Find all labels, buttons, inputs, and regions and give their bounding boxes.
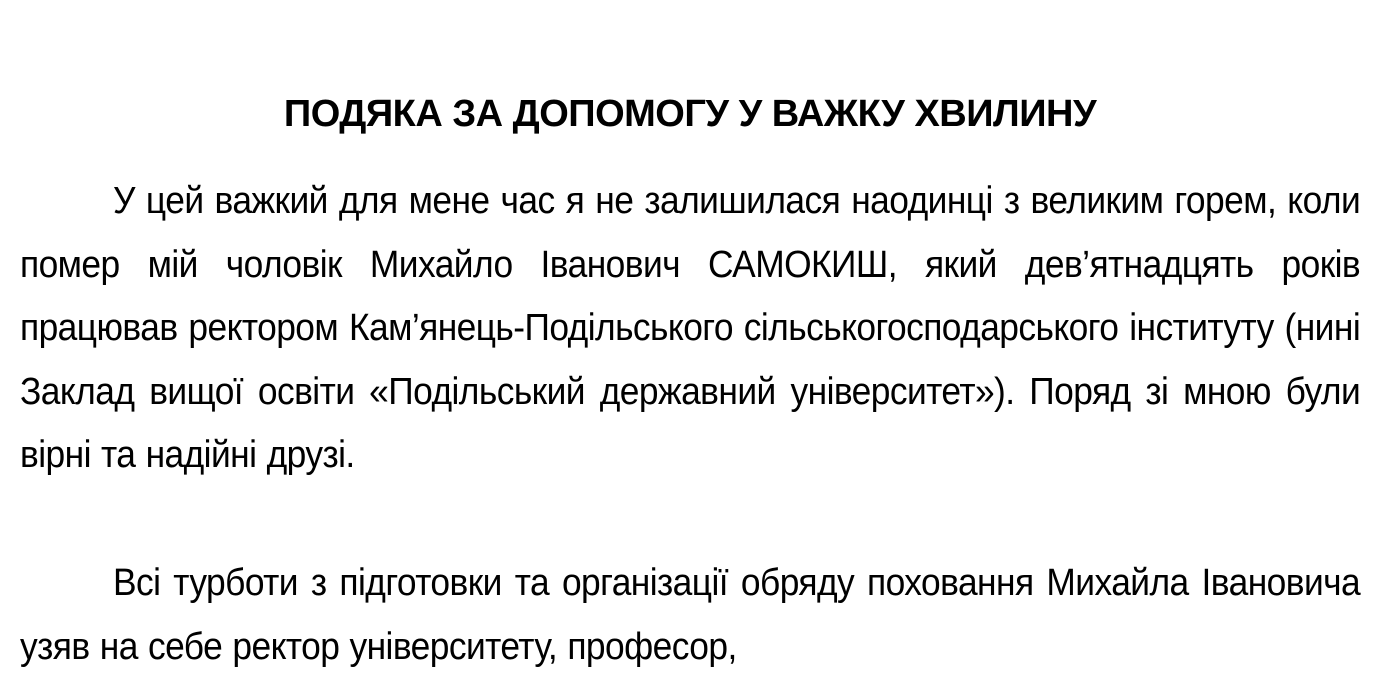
paragraph: У цей важкий для мене час я не залишилася наодинці з великим горем, коли помер мій чоловік Михайло Іванович САМОКИШ, який дев’ятнадцять років працював ректором Кам’янець-Подільського сільськогосподарського інституту (нині Заклад вищої освіти «Подільський державний університет»). Поряд зі мною були вірні та надійні друзі.: [20, 180, 1361, 476]
document-title: ПОДЯКА ЗА ДОПОМОГУ У ВАЖКУ ХВИЛИНУ: [283, 93, 1097, 135]
paragraph-block-2: [20, 552, 1360, 679]
paragraph-block-1: [20, 170, 1360, 488]
paragraph: Всі турботи з підготовки та організації обряду поховання Михайла Івановича узяв на себе ректор університету, професор,: [20, 562, 1361, 668]
